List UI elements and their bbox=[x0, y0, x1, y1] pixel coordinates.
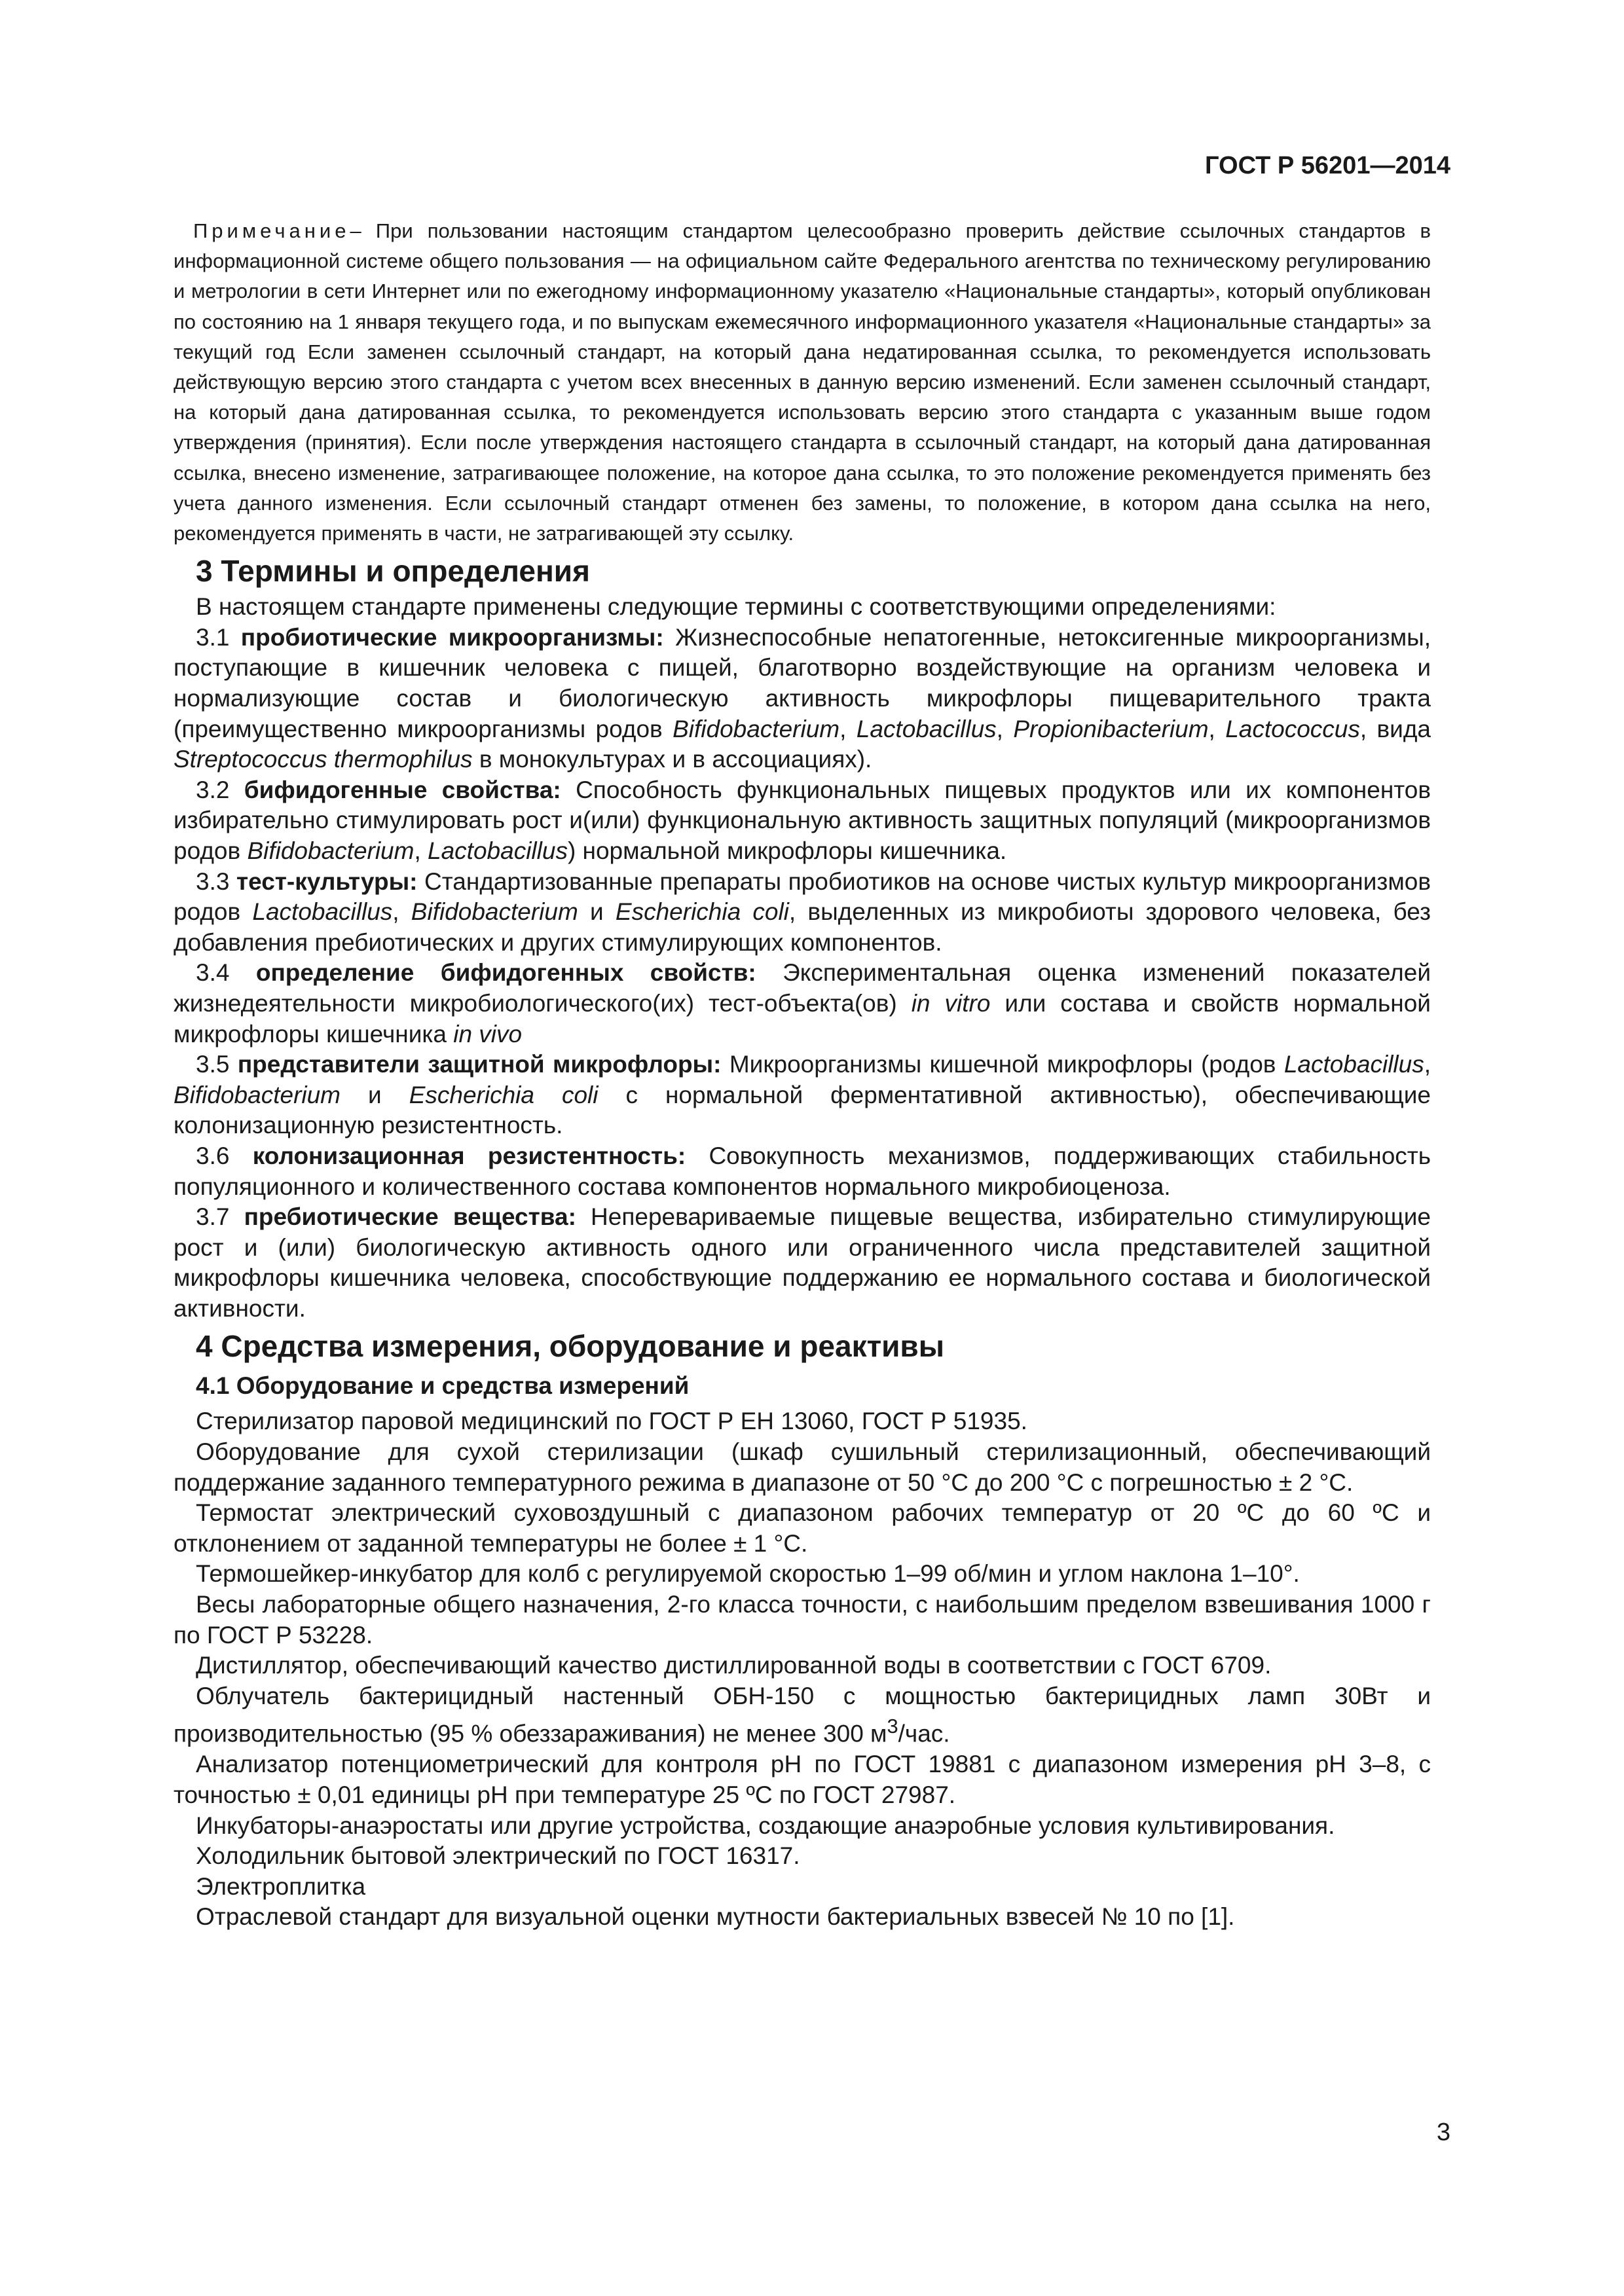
term-name: колонизационная резистентность: bbox=[252, 1142, 686, 1169]
equipment-item: Электроплитка bbox=[196, 1872, 366, 1900]
page-number: 3 bbox=[1436, 2119, 1450, 2146]
section-4-heading: 4 Средства измерения, оборудование и реактивы bbox=[196, 1329, 944, 1364]
section-3-heading: 3 Термины и определения bbox=[196, 554, 590, 589]
note-label: Примечание bbox=[193, 219, 350, 242]
term-name: тест-культуры: bbox=[236, 867, 418, 895]
equipment-item: Стерилизатор паровой медицинский по ГОСТ Р ЕН 13060, ГОСТ Р 51935. bbox=[196, 1408, 1027, 1435]
term-3-7: 3.7 пребиотические вещества: Неперевариваемые пищевые вещества, избирательно стимулирующие рост и (или) биологическую активность одного или ограниченного числа представителей защитной микрофлоры кишечника человека, способствующие поддержанию ее нормального состава и биологической активности. bbox=[174, 1203, 1431, 1322]
term-3-1: 3.1 пробиотические микроорганизмы: Жизнеспособные непатогенные, нетоксигенные микроорганизмы, поступающие в кишечник человека с пищей, благотворно воздействующие на организм человека и нормализующие состав и биологическую активность микрофлоры пищеварительного тракта (преимущественно микроорганизмы родов Bifidobacterium, Lactobacillus, Propionibacterium, Lactococcus, вида Streptococcus thermophilus в монокультурах и в ассоциациях). bbox=[174, 623, 1431, 773]
equipment-item: Анализатор потенциометрический для контроля pH по ГОСТ 19881 с диапазоном измерения pH 3–8, с точностью ± 0,01 единицы pH при температуре 25 ºС по ГОСТ 27987. bbox=[174, 1751, 1431, 1808]
equipment-item: Холодильник бытовой электрический по ГОСТ 16317. bbox=[196, 1842, 800, 1870]
term-name: бифидогенные свойства: bbox=[244, 776, 561, 803]
section-3-body bbox=[174, 592, 1431, 1324]
section-3-intro: В настоящем стандарте применены следующие термины с соответствующими определениями: bbox=[196, 593, 1276, 621]
equipment-item: Термошейкер-инкубатор для колб с регулируемой скоростью 1–99 об/мин и углом наклона 1–10°. bbox=[196, 1560, 1300, 1588]
term-3-5: 3.5 представители защитной микрофлоры: Микроорганизмы кишечной микрофлоры (родов Lactobacillus, Bifidobacterium и Escherichia coli с нормальной ферментативной активностью), обеспечивающие колонизационную резистентность. bbox=[174, 1051, 1431, 1139]
equipment-item: Весы лабораторные общего назначения, 2-го класса точности, с наибольшим пределом взвешивания 1000 г по ГОСТ Р 53228. bbox=[174, 1591, 1431, 1649]
term-name: представители защитной микрофлоры: bbox=[237, 1051, 722, 1078]
equipment-item: Оборудование для сухой стерилизации (шкаф сушильный стерилизационный, обеспечивающий поддержание заданного температурного режима в диапазоне от 50 °С до 200 °С с погрешностью ± 2 °С. bbox=[174, 1438, 1431, 1496]
equipment-item: Отраслевой стандарт для визуальной оценки мутности бактериальных взвесей № 10 по [1]. bbox=[196, 1903, 1235, 1931]
term-3-4: 3.4 определение бифидогенных свойств: Экспериментальная оценка изменений показателей жизнедеятельности микробиологического(их) тест-объекта(ов) in vitro или состава и свойств нормальной микрофлоры кишечника in vivo bbox=[174, 959, 1431, 1048]
document-body bbox=[174, 216, 1431, 1933]
note-text: – При пользовании настоящим стандартом целесообразно проверить действие ссылочных стандартов в информационной системе общего пользования — на официальном сайте Федерального агентства по техническому регулированию и метрологии в сети Интернет или по ежегодному информационному указателю «Национальные стандарты», который опубликован по состоянию на 1 января текущего года, и по выпускам ежемесячного информационного указателя «Национальные стандарты» за текущий год Если заменен ссылочный стандарт, на который дана недатированная ссылка, то рекомендуется использовать действующую версию этого стандарта с учетом всех внесенных в данную версию изменений. Если заменен ссылочный стандарт, на который дана датированная ссылка, то рекомендуется использовать версию этого стандарта с указанным выше годом утверждения (принятия). Если после утверждения настоящего стандарта в ссылочный стандарт, на который дана датированная ссылка, внесено изменение, затрагивающее положение, на которое дана ссылка, то это положение рекомендуется применять без учета данного изменения. Если ссылочный стандарт отменен без замены, то положение, в котором дана ссылка на него, рекомендуется применять в части, не затрагивающей эту ссылку. bbox=[174, 219, 1431, 545]
equipment-item: Дистиллятор, обеспечивающий качество дистиллированной воды в соответствии с ГОСТ 6709. bbox=[196, 1652, 1272, 1679]
term-name: пробиотические микроорганизмы: bbox=[240, 623, 664, 651]
equipment-list bbox=[174, 1406, 1431, 1932]
subsection-4-1-heading: 4.1 Оборудование и средства измерений bbox=[196, 1372, 690, 1400]
term-3-2: 3.2 бифидогенные свойства: Способность функциональных пищевых продуктов или их компонентов избирательно стимулировать рост и(или) функциональную активность защитных популяций (микроорганизмов родов Bifidobacterium, Lactobacillus) нормальной микрофлоры кишечника. bbox=[174, 776, 1431, 864]
term-name: определение бифидогенных свойств: bbox=[255, 959, 756, 987]
term-3-6: 3.6 колонизационная резистентность: Совокупность механизмов, поддерживающих стабильность популяционного и количественного состава компонентов нормального микробиоценоза. bbox=[174, 1142, 1431, 1200]
term-3-3: 3.3 тест-культуры: Стандартизованные препараты пробиотиков на основе чистых культур микроорганизмов родов Lactobacillus, Bifidobacterium и Escherichia coli, выделенных из микробиоты здорового человека, без добавления пребиотических и других стимулирующих компонентов. bbox=[174, 867, 1431, 956]
term-name: пребиотические вещества: bbox=[244, 1203, 576, 1231]
equipment-item: Инкубаторы-анаэростаты или другие устройства, создающие анаэробные условия культивирования. bbox=[196, 1812, 1335, 1839]
reference-note bbox=[174, 216, 1431, 549]
equipment-item: Термостат электрический суховоздушный с диапазоном рабочих температур от 20 ºС до 60 ºС и отклонением от заданной температуры не более ± 1 °С. bbox=[174, 1499, 1431, 1557]
equipment-item: Облучатель бактерицидный настенный ОБН-150 с мощностью бактерицидных ламп 30Вт и производительностью (95 % обеззараживания) не менее 300 $м^3$/час. bbox=[174, 1682, 1431, 1747]
document-header: ГОСТ Р 56201—2014 bbox=[1205, 152, 1450, 179]
